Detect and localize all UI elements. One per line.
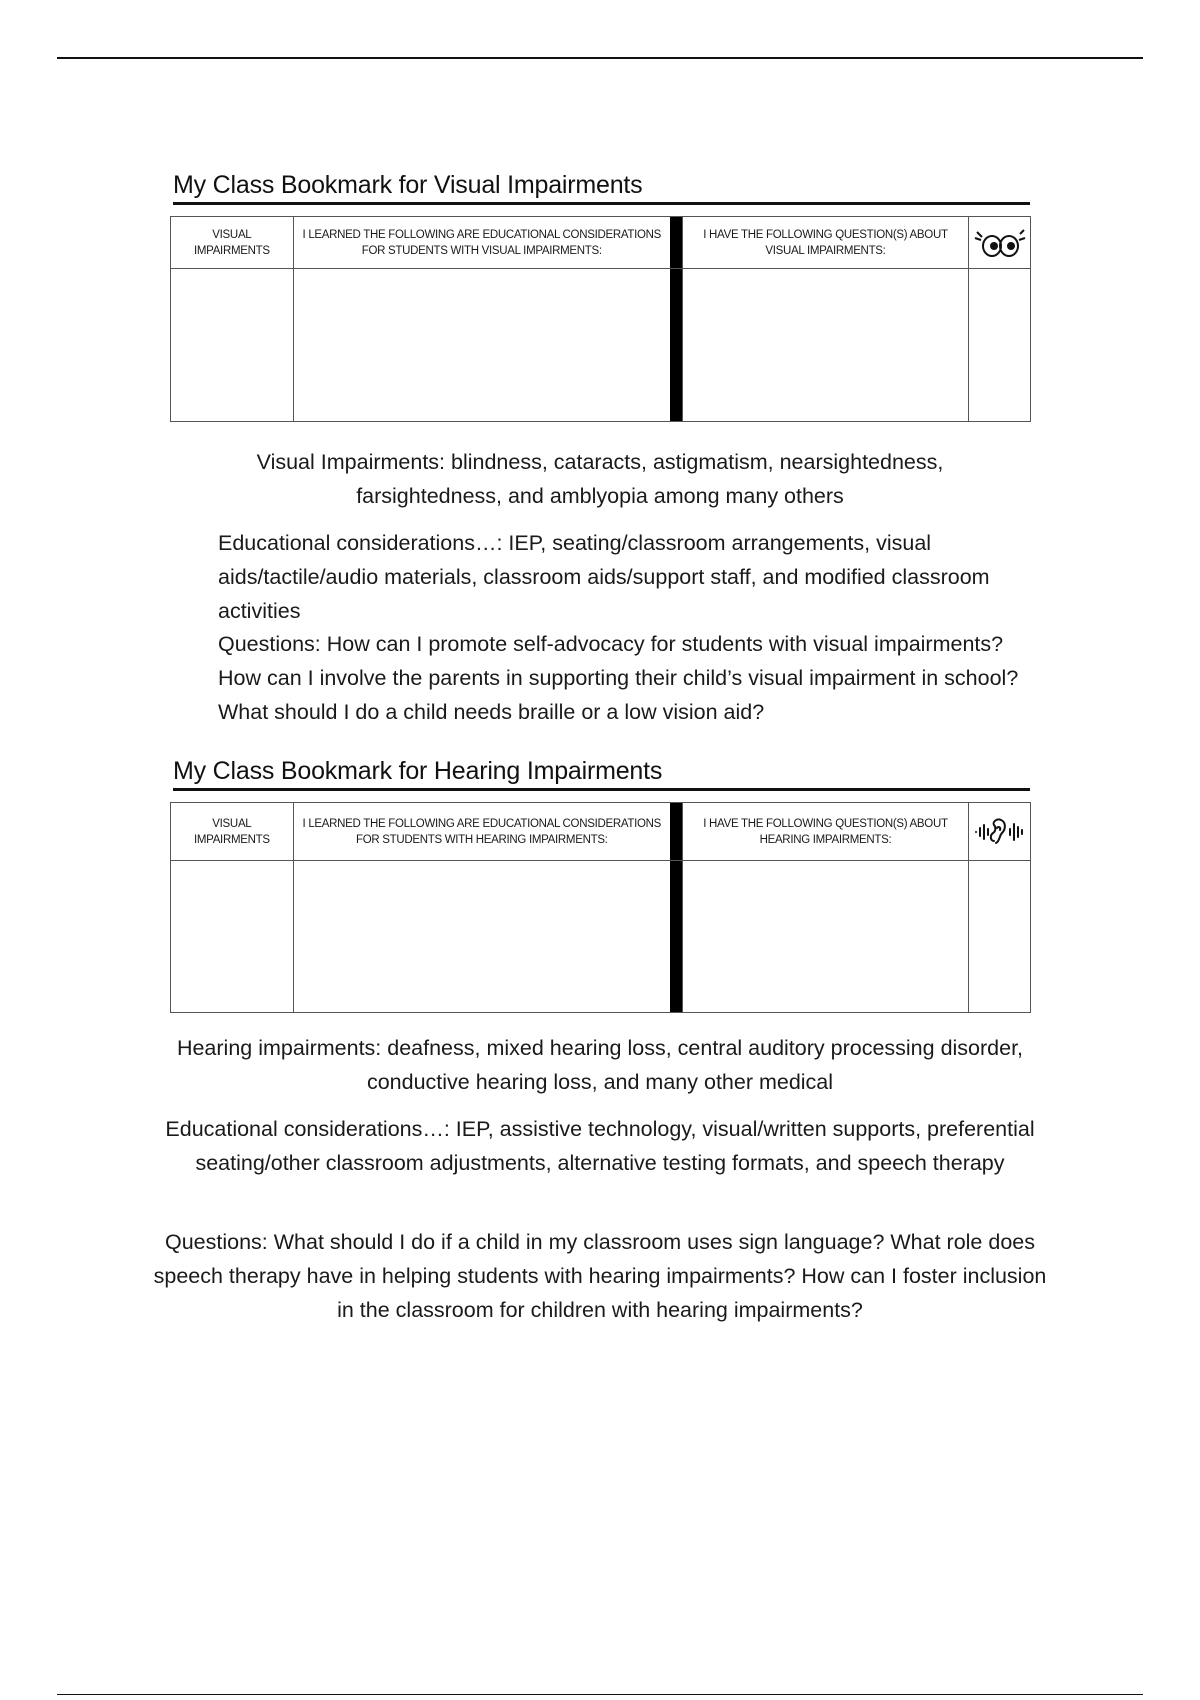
- visual-bookmark-table: [170, 216, 1031, 422]
- hearing-divider: [670, 803, 683, 860]
- hearing-col1-header: VISUAL IMPAIRMENTS: [171, 803, 294, 860]
- page-bottom-rule: [57, 1694, 1143, 1695]
- hearing-col3-header: I HAVE THE FOLLOWING QUESTION(S) ABOUT HEARING IMPAIRMENTS:: [683, 803, 969, 860]
- visual-col3-header: I HAVE THE FOLLOWING QUESTION(S) ABOUT VISUAL IMPAIRMENTS:: [683, 217, 969, 268]
- visual-considerations: Educational considerations…: IEP, seating/classroom arrangements, visual aids/tactile/audio materials, classroom aids/support staff, and modified classroom activities: [218, 531, 990, 623]
- hearing-questions: Questions: What should I do if a child in my classroom uses sign language? What role does speech therapy have in helping students with hearing impairments? How can I foster inclusion in the classroom for children with hearing impairments?: [153, 1230, 1047, 1322]
- visual-summary: Visual Impairments: blindness, cataracts, astigmatism, nearsightedness, farsightedness, and amblyopia among many others: [256, 450, 944, 508]
- visual-col4-body: [969, 269, 1030, 421]
- visual-questions: Questions: How can I promote self-advocacy for students with visual impairments? How can I involve the parents in supporting their child’s visual impairment in school? What should I do a child needs braille or a low vision aid?: [218, 632, 1019, 724]
- hearing-col1-body[interactable]: [171, 861, 294, 1012]
- hearing-col2-header: I LEARNED THE FOLLOWING ARE EDUCATIONAL CONSIDERATIONS FOR STUDENTS WITH HEARING IMPAIRMENTS:: [302, 817, 662, 846]
- visual-divider: [670, 217, 683, 268]
- visual-col1-header: VISUAL IMPAIRMENTS: [171, 217, 294, 268]
- visual-col2-header: I LEARNED THE FOLLOWING ARE EDUCATIONAL CONSIDERATIONS FOR STUDENTS WITH VISUAL IMPAIRMENTS:: [302, 228, 662, 257]
- hearing-summary: Hearing impairments: deafness, mixed hearing loss, central auditory processing disorder, conductive hearing loss, and many other medical: [176, 1036, 1024, 1094]
- hearing-col3-body[interactable]: [683, 861, 969, 1012]
- eyes-icon: [969, 217, 1030, 268]
- visual-bookmark-title: My Class Bookmark for Visual Impairments: [173, 170, 1030, 205]
- hearing-bookmark-title: My Class Bookmark for Hearing Impairments: [173, 756, 1030, 791]
- hearing-considerations: Educational considerations…: IEP, assistive technology, visual/written supports, preferential seating/other classroom adjustments, alternative testing formats, and speech therapy: [165, 1117, 1035, 1175]
- page-top-rule: [57, 57, 1143, 59]
- hearing-col4-body: [969, 861, 1030, 1012]
- hearing-bookmark-table: [170, 802, 1031, 1013]
- visual-col2-body[interactable]: [294, 269, 670, 421]
- ear-sound-icon: [969, 803, 1030, 860]
- visual-col3-body[interactable]: [683, 269, 969, 421]
- hearing-col2-body[interactable]: [294, 861, 670, 1012]
- visual-col1-body[interactable]: [171, 269, 294, 421]
